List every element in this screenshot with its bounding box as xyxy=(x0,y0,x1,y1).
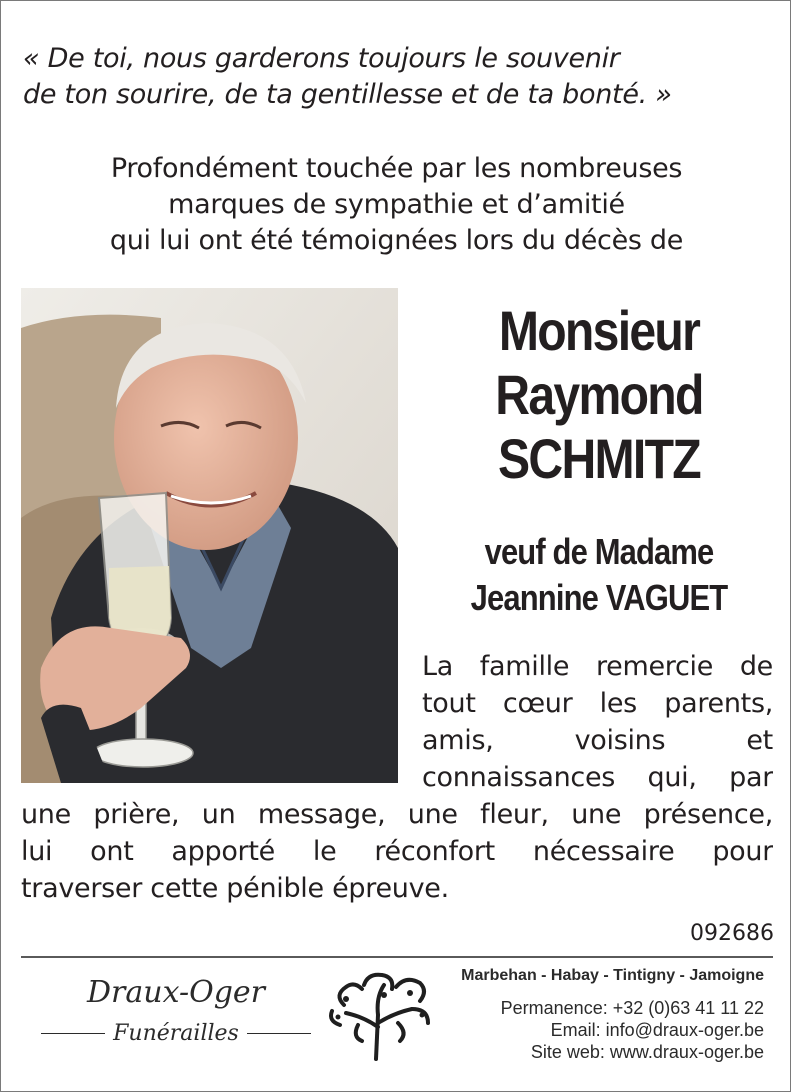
thanks-text-full xyxy=(21,796,773,907)
decorative-line xyxy=(41,1033,105,1034)
quote-line: de ton sourire, de ta gentillesse et de ta bonté. » xyxy=(23,79,672,110)
quote-line: « De toi, nous garderons toujours le souvenir xyxy=(23,43,620,74)
thanks-line: une prière, un message, une fleur, une présence, xyxy=(21,799,773,830)
thanks-text-column xyxy=(422,648,773,796)
intro-line: marques de sympathie et d’amitié xyxy=(168,189,625,220)
decorative-line xyxy=(247,1033,311,1034)
tree-icon xyxy=(324,965,436,1061)
portrait-photo xyxy=(21,288,398,783)
deceased-first-name: Raymond xyxy=(495,363,703,426)
reference-number: 092686 xyxy=(690,921,774,946)
thanks-line xyxy=(422,722,773,759)
spouse-line: Jeannine VAGUET xyxy=(470,577,728,618)
thanks-line: traverser cette pénible épreuve. xyxy=(21,873,449,904)
thanks-word: voisins xyxy=(574,725,666,756)
funeral-home-subtitle-row xyxy=(41,1013,311,1053)
thanks-word: amis, xyxy=(422,725,494,756)
funeral-home-subtitle: Funérailles xyxy=(113,1020,239,1046)
funeral-home-contact xyxy=(424,965,764,1063)
spouse-info xyxy=(437,529,760,621)
deceased-last-name: SCHMITZ xyxy=(498,427,700,490)
intro-line: Profondément touchée par les nombreuses xyxy=(110,153,683,184)
thanks-word: et xyxy=(746,725,773,756)
funeral-home-website: Site web: www.draux-oger.be xyxy=(530,1042,764,1062)
funeral-home-towns: Marbehan - Habay - Tintigny - Jamoigne xyxy=(461,967,764,984)
footer-divider xyxy=(21,956,773,958)
deceased-name xyxy=(446,299,752,491)
thanks-line: tout cœur les parents, xyxy=(422,688,773,719)
thanks-line: connaissances qui, par xyxy=(422,762,773,793)
intro-line: qui lui ont été témoignées lors du décès de xyxy=(109,225,684,256)
memorial-quote xyxy=(23,41,763,113)
intro-text xyxy=(21,151,772,259)
spouse-line: veuf de Madame xyxy=(484,531,714,572)
funeral-home-phone: Permanence: +32 (0)63 41 11 22 xyxy=(500,998,764,1018)
deceased-title: Monsieur xyxy=(498,299,700,362)
thanks-line: La famille remercie de xyxy=(422,651,773,682)
funeral-home-name: Draux-Oger xyxy=(86,975,266,1010)
funeral-home-email: Email: info@draux-oger.be xyxy=(550,1020,764,1040)
thanks-line: lui ont apporté le réconfort nécessaire pour xyxy=(21,836,773,867)
